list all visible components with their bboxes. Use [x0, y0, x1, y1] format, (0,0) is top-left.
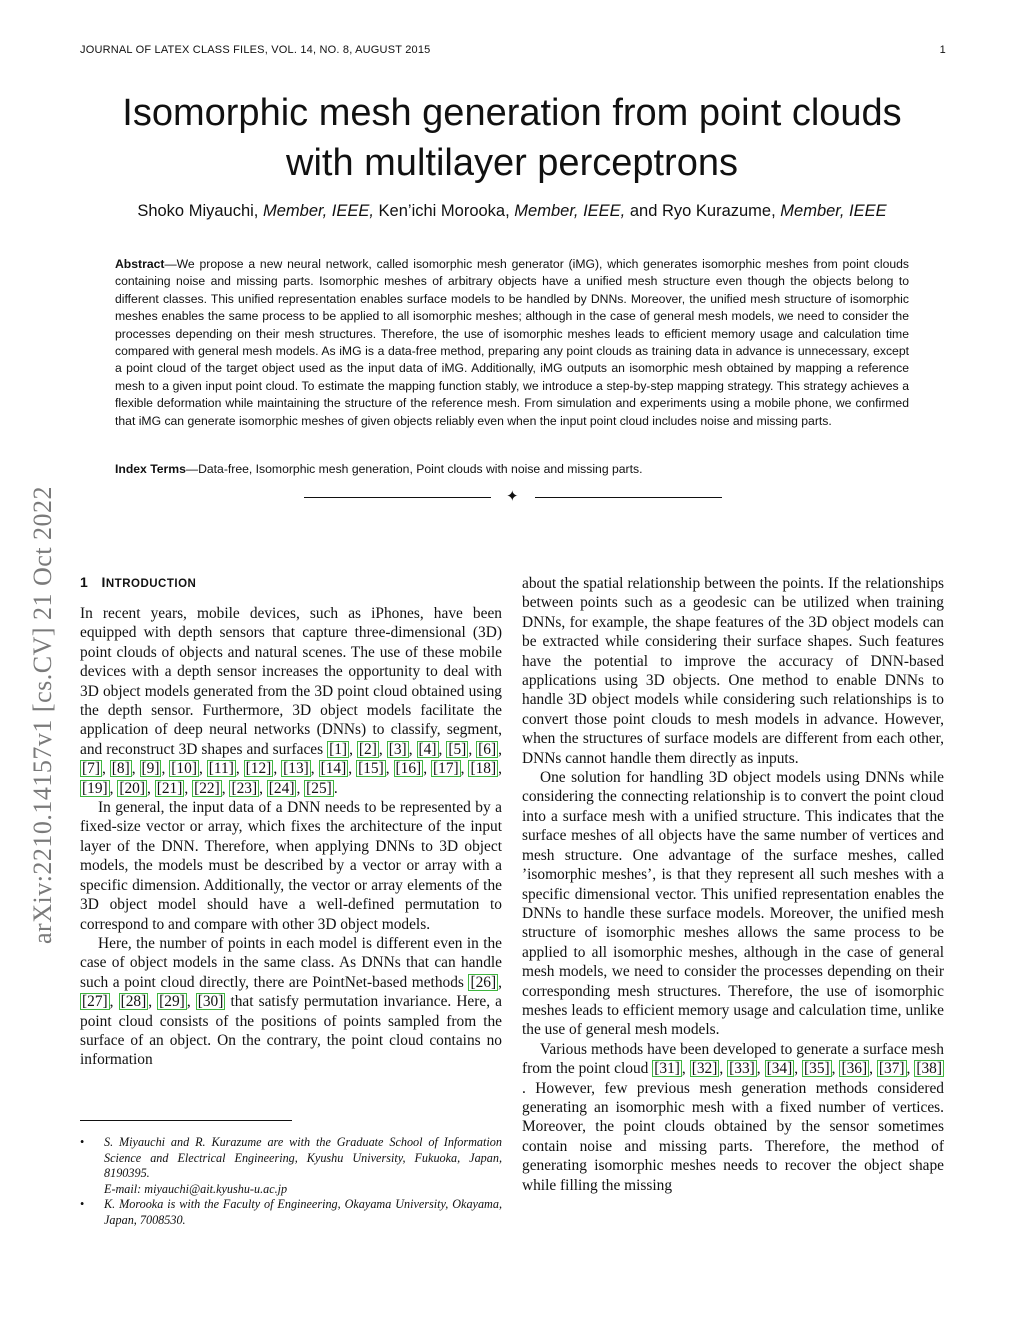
section-number: 1: [80, 574, 89, 590]
citation-link[interactable]: [31]: [654, 1060, 680, 1078]
right-paragraph-3: [522, 1040, 944, 1195]
section-heading: [80, 574, 196, 590]
author-1-name: Shoko Miyauchi,: [137, 202, 259, 220]
index-terms-text: —Data-free, Isomorphic mesh generation, Point clouds with noise and missing parts.: [185, 462, 643, 476]
citation-link[interactable]: [7]: [82, 760, 100, 778]
left-p3-text-b: that satisfy permutation invariance. Here, a point cloud consists of the positions of points sampled from the surface of an object. On the contrary, the point cloud contains no information: [80, 993, 502, 1069]
citation-link[interactable]: [1]: [329, 740, 348, 758]
title-line-1: Isomorphic mesh generation from point clouds: [122, 92, 902, 134]
left-column: [80, 604, 502, 1070]
footnotes: [80, 1135, 502, 1229]
right-p3-text-b: . However, few previous mesh generation methods considered generating an isomorphic mesh with a fixed number of vertices. Moreover, the point clouds obtained by the sensor sometimes contain noise and missing parts. Therefore, the method of generating isomorphic meshes needs to recover the object shape while filling the missing: [522, 1079, 944, 1194]
footnote-bullet: •: [80, 1197, 85, 1212]
left-paragraph-1: [80, 604, 502, 798]
page-number: 1: [939, 44, 946, 56]
index-terms-label: Index Terms: [115, 462, 186, 476]
left-p1-end: .: [333, 779, 338, 797]
right-paragraph-2: One solution for handling 3D object models using DNNs while considering the connecting relationship is to convert the point cloud into a surface mesh with a unified structure. This indicates that the surface meshes of all objects have the same number of vertices and mesh structure. One advantage of the surface meshes, called ’isomorphic meshes’, is that they represent all such meshes with a specific dimensional vector. This unified representation enables the DNNs to handle these surface models. Moreover, the unified mesh structure of isomorphic meshes allows the same process to be applied to all isomorphic meshes, although in the case of general mesh models, we need to consider the processes depending on their corresponding mesh structures. Therefore, the use of isomorphic meshes leads to efficient memory usage and calculation time, unlike the use of general mesh models.: [522, 769, 944, 1039]
citation-link[interactable]: [3]: [388, 740, 407, 758]
author-3-role: Member, IEEE: [780, 202, 887, 220]
abstract: [115, 256, 909, 430]
citation-link[interactable]: [20]: [119, 779, 146, 797]
citation-link[interactable]: [11]: [208, 760, 234, 778]
abstract-label: Abstract: [115, 257, 165, 271]
right-column: [522, 574, 944, 1195]
footnote-1-text: S. Miyauchi and R. Kurazume are with the Graduate School of Information Science and Electrical Engineering, Kyushu University, Fukuoka, Japan, 8190395.: [104, 1135, 502, 1181]
citation-link[interactable]: [5]: [448, 740, 467, 758]
footnote-1-email: E-mail: miyauchi@ait.kyushu-u.ac.jp: [104, 1181, 288, 1196]
citation-link[interactable]: [32]: [691, 1060, 718, 1078]
citation-link[interactable]: [9]: [141, 760, 160, 778]
citation-link[interactable]: [30]: [197, 993, 224, 1011]
title-line-2: with multilayer perceptrons: [286, 142, 738, 184]
citation-link[interactable]: [13]: [283, 760, 309, 778]
citation-link[interactable]: [33]: [729, 1060, 755, 1078]
right-p3-citations: [31] , [32] , [33] , [34] , [35] , [36] , [37] , [38]: [654, 1060, 942, 1078]
citation-link[interactable]: [29]: [159, 993, 185, 1011]
citation-link[interactable]: [17]: [433, 760, 459, 778]
left-p1-citations: [1] , [2] , [3] , [4] , [5] , [6] , [7] , [8] , [9] , [10] , [11] , [12] , [13] , [14] , [15] , [16] , [17] , [18] , [19] , [20] , [21] , [22] , [23] , [24] , [25]: [82, 740, 502, 797]
citation-link[interactable]: [27]: [82, 993, 108, 1011]
citation-link[interactable]: [6]: [478, 740, 497, 758]
divider-line-right: [535, 497, 722, 498]
running-head: [80, 44, 946, 56]
citation-link[interactable]: [10]: [171, 760, 197, 778]
arxiv-stamp: arXiv:2210.14157v1 [cs.CV] 21 Oct 2022: [28, 485, 57, 944]
author-2-role: Member, IEEE,: [514, 202, 626, 220]
footnote-1: [80, 1135, 502, 1197]
author-1-role: Member, IEEE,: [262, 202, 374, 220]
citation-link[interactable]: [12]: [245, 760, 272, 778]
left-p1-text: In recent years, mobile devices, such as iPhones, have been equipped with depth sensors that capture three-dimensional (3D) point clouds of objects and natural scenes. The use of these mobile devices with a depth sensor increases the opportunity to deal with 3D object models generated from the 3D point cloud obtained using the depth sensor. Furthermore, 3D object models facilitate the application of deep neural networks (DNNs) to classify, segment, and reconstruct 3D shapes and surfaces: [80, 605, 502, 758]
left-p3-citations: [26] , [27] , [28] , [29] , [30]: [82, 973, 502, 1011]
left-p3-text-a: Here, the number of points in each model is different even in the case of object models in the same class. As DNNs that can handle such a point cloud directly, there are PointNet-based methods: [80, 934, 502, 991]
citation-link[interactable]: [22]: [194, 779, 220, 797]
footnote-2: [80, 1197, 502, 1228]
citation-link[interactable]: [14]: [320, 760, 347, 778]
citation-link[interactable]: [25]: [306, 779, 332, 797]
paper-title: [60, 88, 964, 188]
footnote-bullet: •: [80, 1135, 85, 1149]
citation-link[interactable]: [2]: [358, 740, 377, 758]
left-paragraph-2: In general, the input data of a DNN needs to be represented by a fixed-size vector or array, which fixes the architecture of the input layer of the DNN. Therefore, when applying DNNs to 3D object models, the models must be described by a vector or array with a specific dimension. Additionally, the vector or array elements of the 3D object model should have a well-defined permutation to correspond to and compare with other 3D object models.: [80, 799, 502, 933]
author-3-name: and Ryo Kurazume,: [629, 202, 776, 220]
citation-link[interactable]: [34]: [766, 1060, 793, 1078]
citation-link[interactable]: [26]: [470, 973, 497, 991]
citation-link[interactable]: [16]: [395, 760, 422, 778]
running-head-text: JOURNAL OF LATEX CLASS FILES, VOL. 14, NO. 8, AUGUST 2015: [80, 44, 431, 56]
citation-link[interactable]: [36]: [841, 1060, 868, 1078]
citation-link[interactable]: [35]: [804, 1060, 830, 1078]
right-p3-text-a: Various methods have been developed to generate a surface mesh from the point cloud: [522, 1040, 944, 1078]
citation-link[interactable]: [15]: [358, 760, 384, 778]
citation-link[interactable]: [8]: [111, 760, 130, 778]
divider-line-left: [304, 497, 491, 498]
citation-link[interactable]: [21]: [156, 779, 183, 797]
index-terms: [115, 462, 909, 476]
citation-link[interactable]: [38]: [916, 1060, 942, 1078]
abstract-text: —We propose a new neural network, called isomorphic mesh generator (iMG), which generates isomorphic meshes from point clouds containing noise and missing parts. Isomorphic meshes of arbitrary objects have a unified mesh structure even though the objects belong to different classes. This unified representation enables surface models to be handled by DNNs. Moreover, the unified mesh structure of isomorphic meshes enables the same process to be applied to all isomorphic meshes; although in the case of general mesh models, we need to consider the processes depending on their mesh structures. Therefore, the use of isomorphic meshes leads to efficient memory usage and calculation time compared with general mesh models. As iMG is a data-free method, preparing any point clouds as training data in advance is unnecessary, except a point cloud of the target object used as the input data of iMG. Additionally, iMG outputs an isomorphic mesh obtained by mapping a reference mesh to a given input point cloud. To estimate the mapping function stably, we introduce a step-by-step mapping strategy. This strategy achieves a flexible deformation while maintaining the structure of the reference mesh. From simulation and experiments using a mobile phone, we confirmed that iMG can generate isomorphic meshes of given objects reliably even when the input point cloud includes noise and missing parts.: [115, 257, 909, 428]
footnote-2-text: K. Morooka is with the Faculty of Engineering, Okayama University, Okayama, Japan, 7008530.: [104, 1197, 502, 1227]
citation-link[interactable]: [28]: [120, 993, 147, 1011]
section-title-rest: NTRODUCTION: [105, 578, 197, 590]
divider-diamond-icon: ✦: [506, 489, 519, 505]
citation-link[interactable]: [37]: [878, 1060, 905, 1078]
citation-link[interactable]: [23]: [231, 779, 258, 797]
footnote-rule: [80, 1120, 292, 1121]
right-paragraph-1: about the spatial relationship between the points. If the relationships between points such as a geodesic can be utilized when training DNNs, for example, the shape features of the 3D object models can be extracted while considering their surface shapes. Such features have the potential to improve the accuracy of DNN-based applications using 3D objects. One method to enable DNNs to handle 3D object models while considering such relationships is to convert those point clouds to mesh models in advance. However, when the structures of surface models are different from each other, DNNs cannot handle them directly as inputs.: [522, 575, 944, 767]
citation-link[interactable]: [4]: [418, 740, 437, 758]
author-list: [40, 202, 984, 221]
author-2-name: Ken’ichi Morooka,: [378, 202, 510, 220]
section-divider: [304, 490, 722, 504]
citation-link[interactable]: [24]: [268, 779, 295, 797]
left-paragraph-3: [80, 934, 502, 1070]
section-initial: I: [101, 574, 106, 590]
citation-link[interactable]: [19]: [82, 779, 108, 797]
citation-link[interactable]: [18]: [470, 760, 497, 778]
